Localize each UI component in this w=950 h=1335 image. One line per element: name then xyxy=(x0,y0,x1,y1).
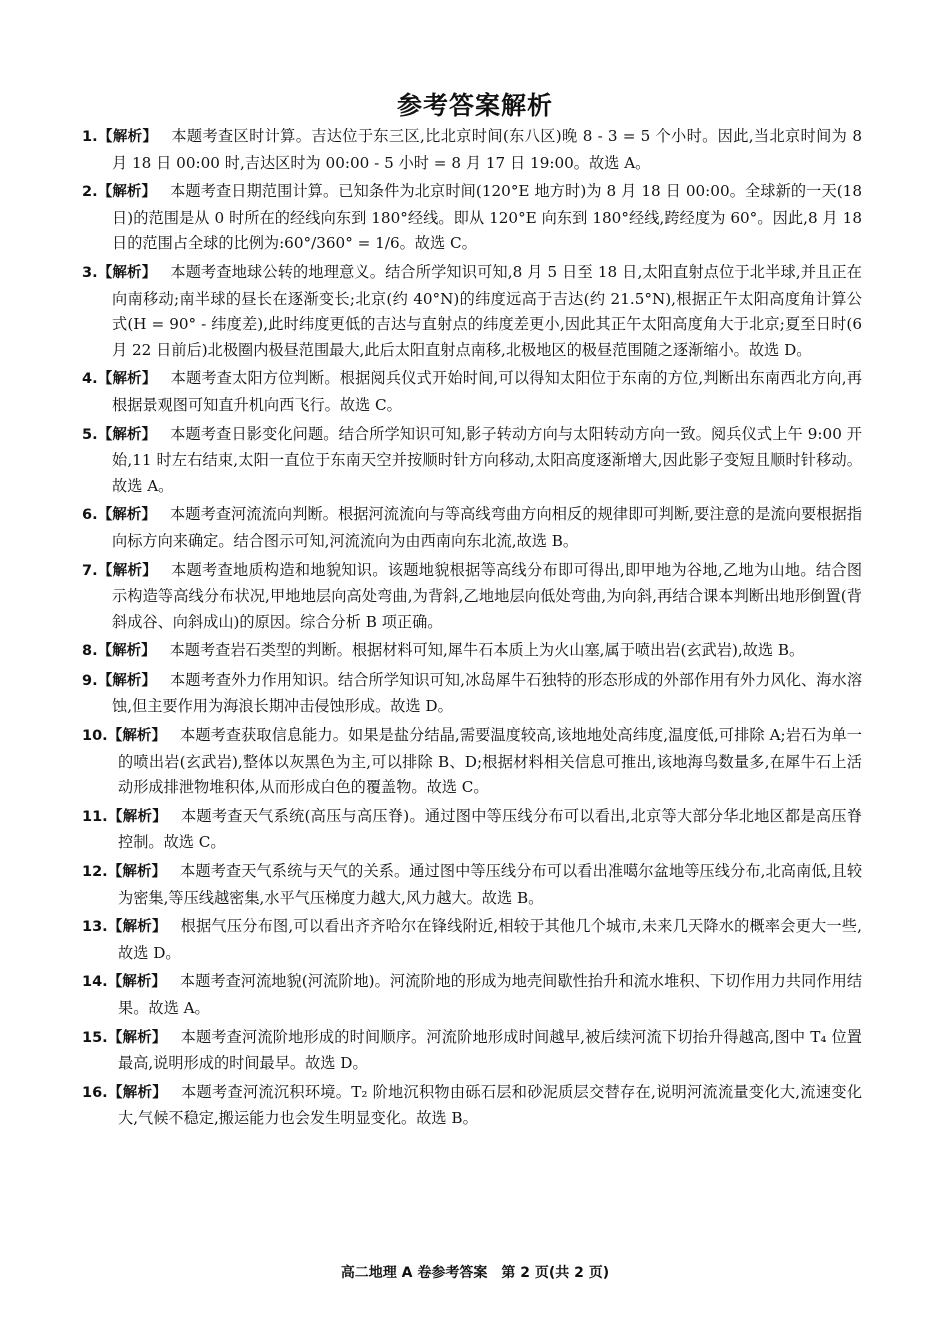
answer-item xyxy=(82,969,862,1021)
answer-number: 1. xyxy=(82,129,98,145)
answer-item xyxy=(82,558,862,636)
analysis-tag: 【解析】 xyxy=(97,426,157,443)
answer-text: 本题考查区时计算。吉达位于东三区,比北京时间(东八区)晚 8 - 3 = 5 个小时。因此,当北京时间为 8 月 18 日 00:00 时,吉达区时为 00:00 - 5 小时 = 8 月 17 日 19:00。故选 A。 xyxy=(112,127,863,172)
answer-number: 15. xyxy=(82,1029,108,1046)
page-title: 参考答案解析 xyxy=(396,91,553,120)
answer-item xyxy=(82,804,862,856)
analysis-tag: 【解析】 xyxy=(107,728,167,745)
answer-list xyxy=(82,124,862,1135)
answer-text: 本题考查外力作用知识。结合所学知识可知,冰岛犀牛石独特的形态形成的外部作用有外力风化、海水溶蚀,但主要作用为海浪长期冲击侵蚀形成。故选 D。 xyxy=(112,670,863,716)
analysis-tag: 【解析】 xyxy=(107,1029,167,1046)
answer-number: 13. xyxy=(82,919,108,936)
answer-number: 5. xyxy=(82,426,98,443)
answer-text: 本题考查河流阶地形成的时间顺序。河流阶地形成时间越早,被后续河流下切抬升得越高,图中 T₄ 位置最高,说明形成的时间最早。故选 D。 xyxy=(118,1027,862,1073)
answer-item xyxy=(82,1025,862,1077)
answer-number: 14. xyxy=(82,974,108,991)
answer-item xyxy=(82,723,862,801)
analysis-tag: 【解析】 xyxy=(107,919,167,936)
answer-number: 6. xyxy=(82,507,98,524)
answer-number: 4. xyxy=(82,371,98,388)
answer-number: 8. xyxy=(82,643,98,660)
analysis-tag: 【解析】 xyxy=(107,974,166,991)
answer-text: 本题考查日期范围计算。已知条件为北京时间(120°E 地方时)为 8 月 18 日 00:00。全球新的一天(18 日)的范围是从 0 时所在的经线向东到 180°经线。即从 120°E 向东到 180°经线,跨经度为 60°。因此,8 月 18 日的范围占全球的比例为:60°/360° = 1/6。故选 C。 xyxy=(112,182,862,253)
answer-number: 2. xyxy=(82,184,98,201)
answer-text: 本题考查日影变化问题。结合所学知识可知,影子转动方向与太阳转动方向一致。阅兵仪式上午 9:00 开始,11 时左右结束,太阳一直位于东南天空并按顺时针方向移动,太阳高度逐渐增大,因此影子变短且顺时针移动。故选 A。 xyxy=(112,424,862,495)
answer-text: 本题考查地质构造和地貌知识。该题地貌根据等高线分布即可得出,即甲地为谷地,乙地为山地。结合图示构造等高线分布状况,甲地地层向高处弯曲,为背斜,乙地地层向低处弯曲,为向斜,再结合课本判断出地形倒置(背斜成谷、向斜成山)的原因。综合分析 B 项正确。 xyxy=(112,560,863,631)
answer-text: 本题考查获取信息能力。如果是盐分结晶,需要温度较高,该地地处高纬度,温度低,可排除 A;岩石为单一的喷出岩(玄武岩),整体以灰黑色为主,可以排除 B、D;根据材料相关信息可推出,该地海鸟数量多,在犀牛石上活动形成排泄物堆积体,从而形成白色的覆盖物。故选 C。 xyxy=(118,726,862,797)
answer-number: 10. xyxy=(82,728,108,745)
analysis-tag: 【解析】 xyxy=(97,264,157,281)
answer-item xyxy=(82,1080,862,1132)
analysis-tag: 【解析】 xyxy=(97,371,157,388)
answer-text: 本题考查河流沉积环境。T₂ 阶地沉积物由砾石层和砂泥质层交替存在,说明河流流量变化大,流速变化大,气候不稳定,搬运能力也会发生明显变化。故选 B。 xyxy=(118,1082,863,1128)
answer-number: 7. xyxy=(82,562,98,579)
answer-item xyxy=(82,668,862,720)
answer-number: 9. xyxy=(82,672,98,689)
answer-item xyxy=(82,914,862,966)
answer-item xyxy=(82,124,862,176)
answer-text: 本题考查河流地貌(河流阶地)。河流阶地的形成为地壳间歇性抬升和流水堆积、下切作用力共同作用结果。故选 A。 xyxy=(118,972,863,1017)
answer-item xyxy=(82,260,862,363)
analysis-tag: 【解析】 xyxy=(97,643,156,660)
answer-text: 本题考查天气系统(高压与高压脊)。通过图中等压线分布可以看出,北京等大部分华北地区都是高压脊控制。故选 C。 xyxy=(118,806,862,852)
answer-item xyxy=(82,859,862,911)
analysis-tag: 【解析】 xyxy=(97,562,158,579)
analysis-tag: 【解析】 xyxy=(107,1084,168,1101)
answer-text: 本题考查河流流向判断。根据河流流向与等高线弯曲方向相反的规律即可判断,要注意的是流向要根据指向标方向来确定。结合图示可知,河流流向为由西南向东北流,故选 B。 xyxy=(112,505,863,550)
answer-item xyxy=(82,502,862,554)
answer-text: 本题考查地球公转的地理意义。结合所学知识可知,8 月 5 日至 18 日,太阳直射点位于北半球,并且正在向南移动;南半球的昼长在逐渐变长;北京(约 40°N)的纬度远高于吉达(约 21.5°N),根据正午太阳高度角计算公式(H = 90° - 纬度差),此时纬度更低的吉达与直射点的纬度差更小,因此其正午太阳高度角大于北京;夏至日时(6 月 22 日前后)北极圈内极昼范围最大,此后太阳直射点南移,北极地区的极昼范围随之逐渐缩小。故选 D。 xyxy=(112,262,862,359)
analysis-tag: 【解析】 xyxy=(97,129,158,145)
answer-text: 本题考查太阳方位判断。根据阅兵仪式开始时间,可以得知太阳位于东南的方位,判断出东南西北方向,再根据景观图可知直升机向西飞行。故选 C。 xyxy=(112,369,863,414)
analysis-tag: 【解析】 xyxy=(107,808,167,825)
analysis-tag: 【解析】 xyxy=(97,184,157,201)
analysis-tag: 【解析】 xyxy=(97,672,157,689)
answer-item xyxy=(82,638,862,665)
answer-number: 11. xyxy=(82,808,108,825)
answer-text: 本题考查天气系统与天气的关系。通过图中等压线分布可以看出准噶尔盆地等压线分布,北高南低,且较为密集,等压线越密集,水平气压梯度力越大,风力越大。故选 B。 xyxy=(118,862,863,907)
page-footer: 高二地理 A 卷参考答案 第 2 页(共 2 页) xyxy=(340,1265,610,1281)
answer-item xyxy=(82,179,862,257)
answer-text: 本题考查岩石类型的判断。根据材料可知,犀牛石本质上为火山塞,属于喷出岩(玄武岩),故选 B。 xyxy=(169,641,805,660)
analysis-tag: 【解析】 xyxy=(97,507,157,524)
answer-number: 3. xyxy=(82,264,98,281)
analysis-tag: 【解析】 xyxy=(107,864,167,881)
answer-number: 12. xyxy=(82,864,108,881)
answer-text: 根据气压分布图,可以看出齐齐哈尔在锋线附近,相较于其他几个城市,未来几天降水的概率会更大一些,故选 D。 xyxy=(118,917,863,962)
answer-item xyxy=(82,422,862,500)
answer-number: 16. xyxy=(82,1084,108,1101)
answer-item xyxy=(82,366,862,418)
